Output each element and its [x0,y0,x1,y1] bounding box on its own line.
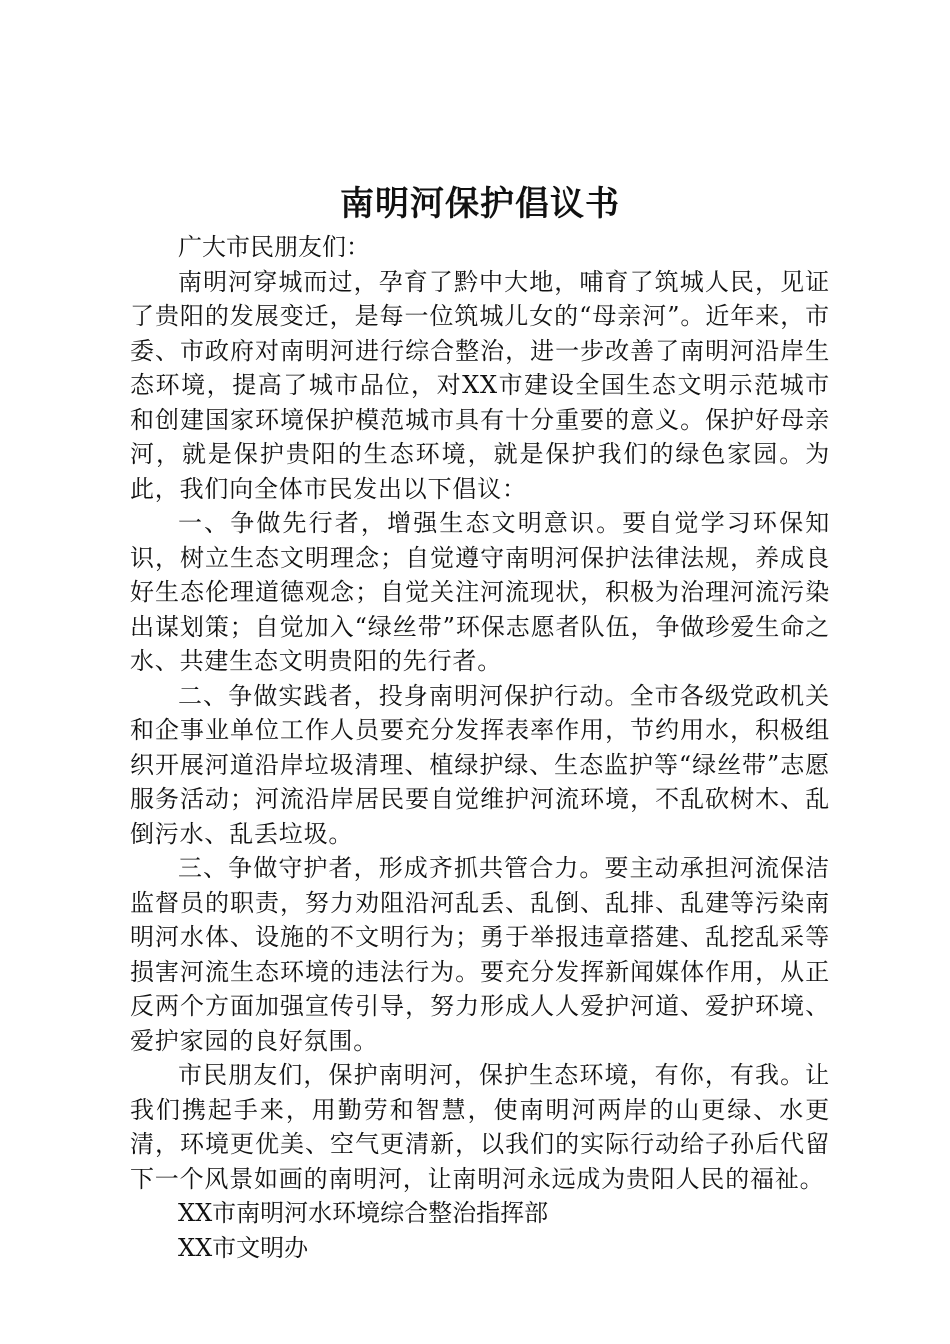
signature-civilization-office: XX市文明办 [178,1233,309,1262]
document-title: 南明河保护倡议书 [340,184,620,224]
document-body [130,178,830,1265]
paragraph-intro: 南明河穿城而过，孕育了黔中大地，哺育了筑城人民，见证了贵阳的发展变迁，是每一位筑城儿女的“母亲河”。近年来，市委、市政府对南明河进行综合整治，进一步改善了南明河沿岸生态环境，提高了城市品位，对XX市建设全国生态文明示范城市和创建国家环境保护模范城市具有十分重要的意义。保护好母亲河，就是保护贵阳的生态环境，就是保护我们的绿色家园。为此，我们向全体市民发出以下倡议： [130,267,830,503]
paragraph-closing: 市民朋友们，保护南明河，保护生态环境，有你，有我。让我们携起手来，用勤劳和智慧，使南明河两岸的山更绿、水更清，环境更优美、空气更清新，以我们的实际行动给子孙后代留下一个风景如画的南明河，让南明河永远成为贵阳人民的福祉。 [130,1061,830,1193]
paragraph-practitioner: 二、争做实践者，投身南明河保护行动。全市各级党政机关和企事业单位工作人员要充分发挥表率作用，节约用水，积极组织开展河道沿岸垃圾清理、植绿护绿、生态监护等“绿丝带”志愿服务活动；河流沿岸居民要自觉维护河流环境，不乱砍树木、乱倒污水、乱丢垃圾。 [130,681,830,848]
signature-command-office: XX市南明河水环境综合整治指挥部 [178,1199,549,1227]
paragraph-guardian: 三、争做守护者，形成齐抓共管合力。要主动承担河流保洁监督员的职责，努力劝阻沿河乱丢、乱倒、乱排、乱建等污染南明河水体、设施的不文明行为；勇于举报违章搭建、乱挖乱采等损害河流生态环境的违法行为。要充分发挥新闻媒体作用，从正反两个方面加强宣传引导，努力形成人人爱护河道、爱护环境、爱护家园的良好氛围。 [130,854,830,1055]
salutation: 广大市民朋友们： [178,233,370,261]
paragraph-pioneer: 一、争做先行者，增强生态文明意识。要自觉学习环保知识，树立生态文明理念；自觉遵守南明河保护法律法规，养成良好生态伦理道德观念；自觉关注河流现状，积极为治理河流污染出谋划策；自觉加入“绿丝带”环保志愿者队伍，争做珍爱生命之水、共建生态文明贵阳的先行者。 [130,509,830,675]
